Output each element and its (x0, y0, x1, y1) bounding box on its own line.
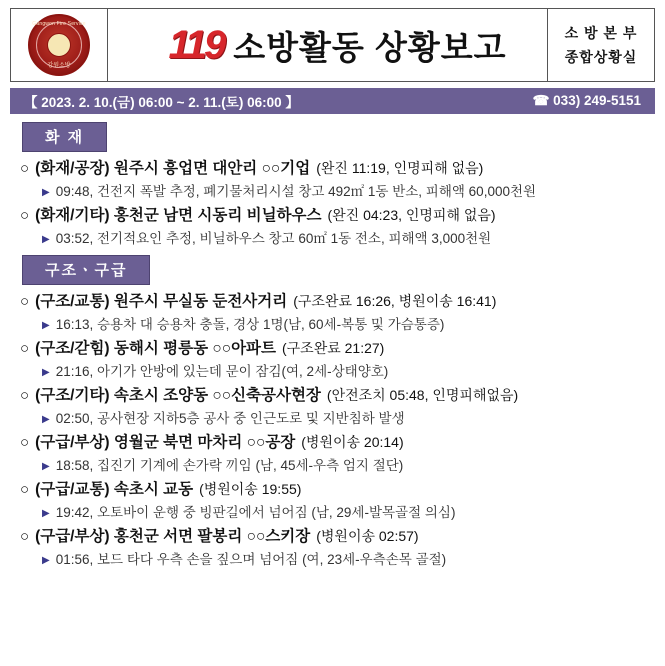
section-fire (0, 122, 665, 247)
circle-bullet-icon: ○ (20, 528, 30, 545)
entry-title: (구조/갇힘) 동해시 평릉동 ○○아파트 (35, 340, 276, 357)
entry-list-rescue-ems (12, 289, 653, 568)
report-page (0, 8, 665, 666)
emblem-core (47, 33, 71, 57)
list-item (12, 477, 653, 521)
entry-detail (12, 180, 653, 200)
entry-detail (12, 360, 653, 380)
entry-note: (병원이송 19:55) (199, 481, 302, 497)
entry-note: (병원이송 20:14) (301, 434, 404, 450)
circle-bullet-icon: ○ (20, 434, 30, 451)
entry-title: (화재/공장) 원주시 흥업면 대안리 ○○기업 (35, 160, 311, 177)
list-item (12, 203, 653, 247)
entry-header (12, 383, 653, 405)
entry-detail (12, 313, 653, 333)
list-item (12, 383, 653, 427)
list-item (12, 336, 653, 380)
emblem-cell (11, 9, 108, 81)
list-item (12, 524, 653, 568)
triangle-bullet-icon: ▶ (42, 414, 50, 425)
entry-header (12, 289, 653, 311)
fire-service-emblem-icon (28, 14, 90, 76)
entry-note: (안전조치 05:48, 인명피해없음) (326, 387, 519, 403)
circle-bullet-icon: ○ (20, 340, 30, 357)
report-header (10, 8, 655, 82)
entry-detail (12, 454, 653, 474)
contact-phone (533, 93, 641, 109)
issuer-line-1: 소 방 본 부 (564, 25, 638, 41)
entry-header (12, 524, 653, 546)
entry-list-fire (12, 156, 653, 247)
entry-title: (구급/교통) 속초시 교동 (35, 481, 194, 498)
entry-header (12, 203, 653, 225)
entry-detail (12, 407, 653, 427)
list-item (12, 430, 653, 474)
entry-note: (구조완료 21:27) (282, 340, 385, 356)
circle-bullet-icon: ○ (20, 387, 30, 404)
telephone-icon: ☎ (532, 93, 550, 108)
emblem-top-text: Gangwon Fire Service (32, 21, 86, 27)
entry-header (12, 477, 653, 499)
entry-detail-text: 03:52, 전기적요인 추정, 비닐하우스 창고 60㎡ 1동 전소, 피해액 3,000천원 (55, 231, 492, 246)
triangle-bullet-icon: ▶ (42, 461, 50, 472)
period-text: 【 2023. 2. 10.(금) 06:00 ~ 2. 11.(토) 06:00 】 (24, 95, 299, 110)
triangle-bullet-icon: ▶ (42, 555, 50, 566)
entry-detail-text: 02:50, 공사현장 지하5층 공사 중 인근도로 및 지반침하 발생 (55, 411, 405, 426)
period-bar (10, 88, 655, 114)
circle-bullet-icon: ○ (20, 207, 30, 224)
logo-119: 119 (168, 23, 224, 67)
circle-bullet-icon: ○ (20, 481, 30, 498)
circle-bullet-icon: ○ (20, 293, 30, 310)
entry-detail-text: 01:56, 보드 타다 우측 손을 짚으며 넘어짐 (여, 23세-우측손목 골절) (55, 552, 447, 567)
entry-detail-text: 09:48, 건전지 폭발 추정, 폐기물처리시설 창고 492㎡ 1동 반소, 피해액 60,000천원 (55, 184, 537, 199)
entry-detail-text: 21:16, 아기가 안방에 있는데 문이 잠김(여, 2세-상태양호) (55, 364, 389, 379)
circle-bullet-icon: ○ (20, 160, 30, 177)
entry-header (12, 336, 653, 358)
triangle-bullet-icon: ▶ (42, 187, 50, 198)
entry-header (12, 430, 653, 452)
page-title: 소방활동 상황보고 (233, 28, 507, 66)
triangle-bullet-icon: ▶ (42, 234, 50, 245)
section-label-fire: 화 재 (22, 122, 107, 152)
entry-title: (구급/부상) 홍천군 서면 팔봉리 ○○스키장 (35, 528, 311, 545)
issuer-line-2: 종합상황실 (564, 49, 638, 65)
section-rescue-ems (0, 255, 665, 568)
entry-title: (화재/기타) 홍천군 남면 시동리 비닐하우스 (35, 207, 322, 224)
entry-detail (12, 548, 653, 568)
header-main (108, 9, 547, 81)
list-item (12, 156, 653, 200)
triangle-bullet-icon: ▶ (42, 508, 50, 519)
header-issuer (547, 9, 654, 81)
entry-detail (12, 501, 653, 521)
list-item (12, 289, 653, 333)
entry-detail-text: 18:58, 집진기 기계에 손가락 끼임 (남, 45세-우측 엄지 절단) (55, 458, 404, 473)
triangle-bullet-icon: ▶ (42, 320, 50, 331)
triangle-bullet-icon: ▶ (42, 367, 50, 378)
entry-header (12, 156, 653, 178)
phone-number: 033) 249-5151 (553, 93, 641, 108)
entry-title: (구급/부상) 영월군 북면 마차리 ○○공장 (35, 434, 296, 451)
entry-detail-text: 19:42, 오토바이 운행 중 빙판길에서 넘어짐 (남, 29세-발목골절 의심) (55, 505, 456, 520)
entry-detail (12, 227, 653, 247)
section-label-rescue-ems: 구조ㆍ구급 (22, 255, 150, 285)
entry-note: (병원이송 02:57) (316, 528, 419, 544)
entry-title: (구조/기타) 속초시 조양동 ○○신축공사현장 (35, 387, 321, 404)
emblem-bottom-text: 강원소방 (47, 63, 71, 69)
entry-note: (완진 04:23, 인명피해 없음) (327, 207, 496, 223)
entry-note: (구조완료 16:26, 병원이송 16:41) (293, 293, 497, 309)
entry-note: (완진 11:19, 인명피해 없음) (316, 160, 484, 176)
entry-detail-text: 16:13, 승용차 대 승용차 충돌, 경상 1명(남, 60세-복통 및 가슴통증) (55, 317, 445, 332)
entry-title: (구조/교통) 원주시 무실동 둔전사거리 (35, 293, 288, 310)
